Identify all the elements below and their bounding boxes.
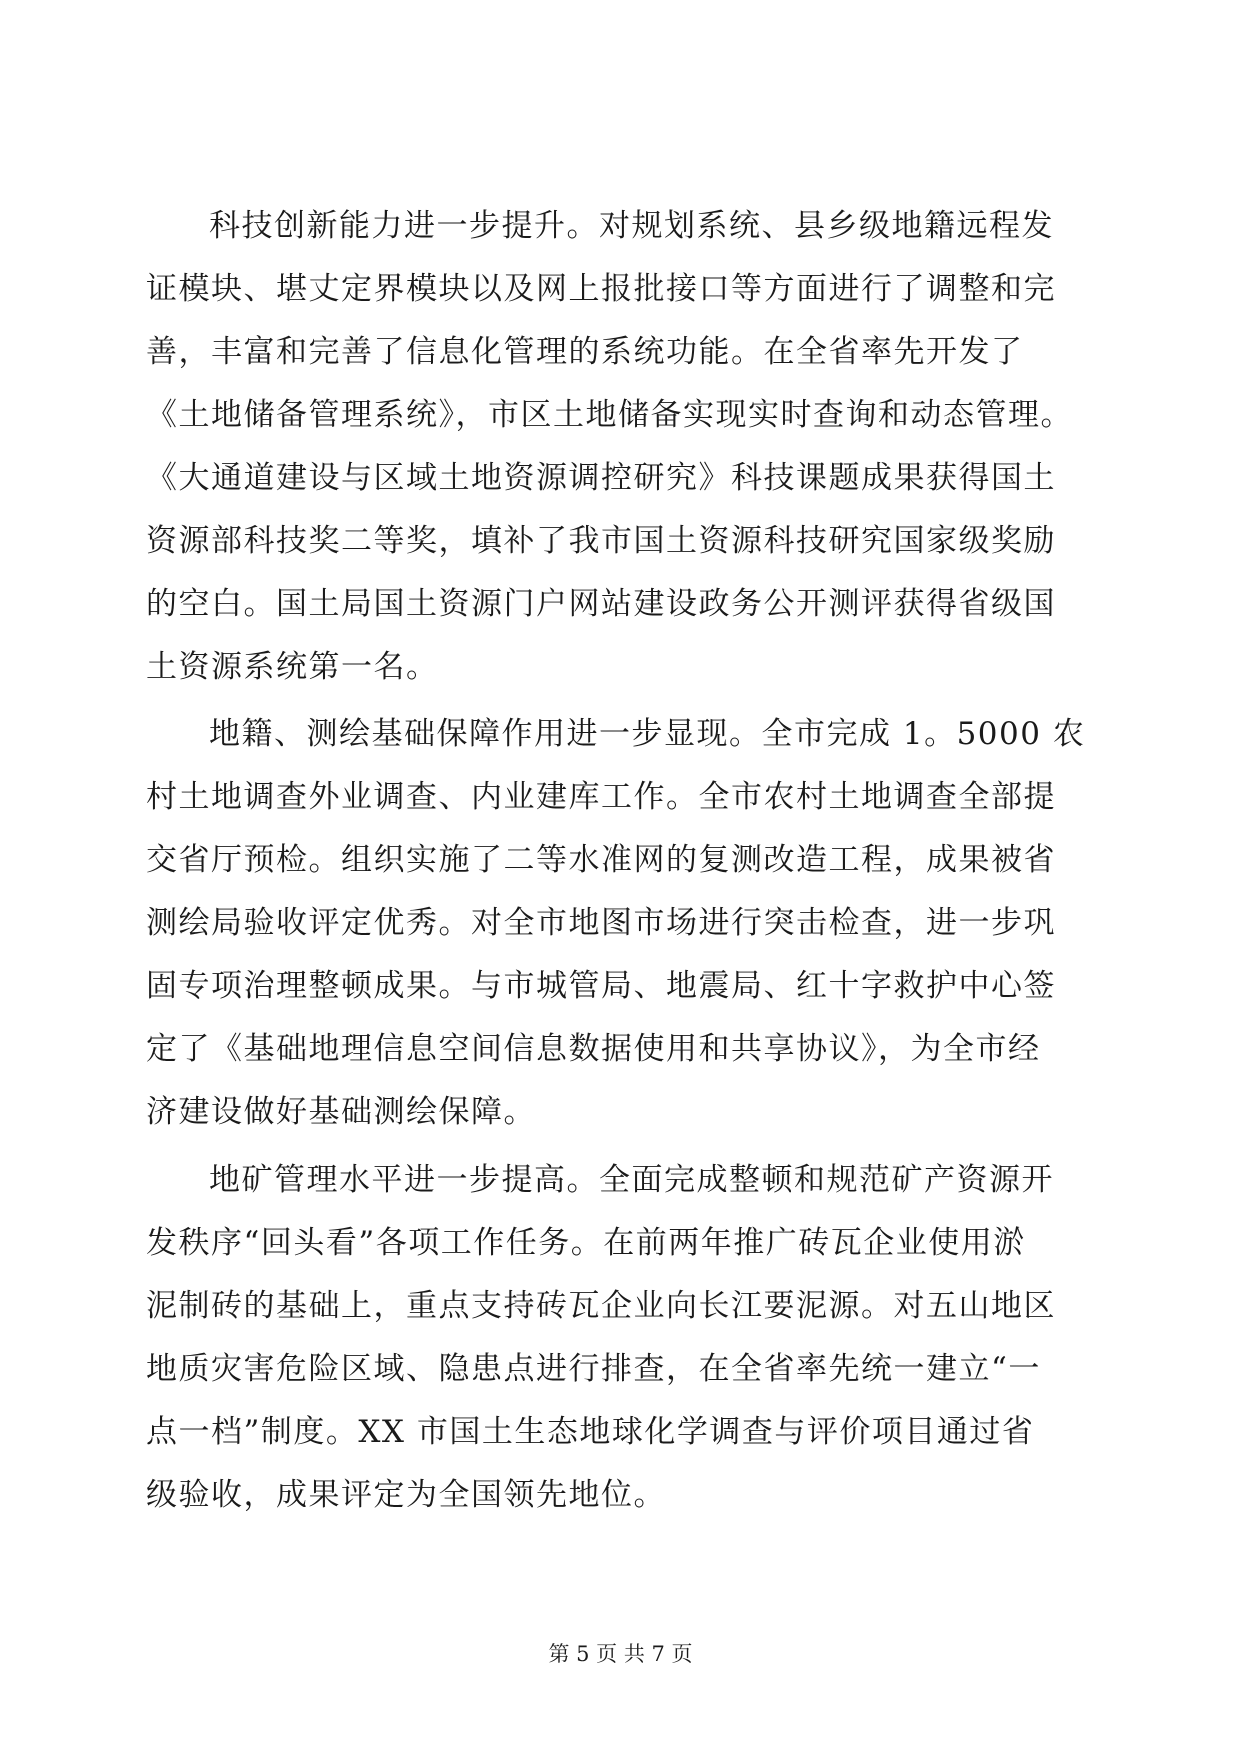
paragraph-1-line-8: 土资源系统第一名。 bbox=[146, 649, 439, 685]
paragraph-1-line-6: 资源部科技奖二等奖，填补了我市国土资源科技研究国家级奖励 bbox=[146, 523, 1056, 559]
paragraph-3-line-2: 发秩序“回头看”各项工作任务。在前两年推广砖瓦企业使用淤 bbox=[146, 1225, 1026, 1261]
paragraph-2-line-7: 济建设做好基础测绘保障。 bbox=[146, 1094, 536, 1130]
paragraph-2-line-5: 固专项治理整顿成果。与市城管局、地震局、红十字救护中心签 bbox=[146, 968, 1056, 1004]
paragraph-1-line-3: 善，丰富和完善了信息化管理的系统功能。在全省率先开发了 bbox=[146, 334, 1024, 370]
paragraph-2-line-1: 地籍、测绘基础保障作用进一步显现。全市完成 1。5000 农 bbox=[209, 716, 1086, 752]
paragraph-1-line-1: 科技创新能力进一步提升。对规划系统、县乡级地籍远程发 bbox=[209, 208, 1054, 244]
paragraph-2-line-6: 定了《基础地理信息空间信息数据使用和共享协议》，为全市经 bbox=[146, 1031, 1041, 1067]
paragraph-3-line-6: 级验收，成果评定为全国领先地位。 bbox=[146, 1477, 666, 1513]
page-number-footer: 第 5 页 共 7 页 bbox=[548, 1642, 693, 1666]
paragraph-1-line-2: 证模块、堪丈定界模块以及网上报批接口等方面进行了调整和完 bbox=[146, 271, 1056, 307]
paragraph-3-line-4: 地质灾害危险区域、隐患点进行排查，在全省率先统一建立“一 bbox=[146, 1351, 1041, 1387]
paragraph-2-line-3: 交省厅预检。组织实施了二等水准网的复测改造工程，成果被省 bbox=[146, 842, 1056, 878]
paragraph-2-line-4: 测绘局验收评定优秀。对全市地图市场进行突击检查，进一步巩 bbox=[146, 905, 1056, 941]
paragraph-3-line-3: 泥制砖的基础上，重点支持砖瓦企业向长江要泥源。对五山地区 bbox=[146, 1288, 1056, 1324]
paragraph-1-line-4: 《土地储备管理系统》，市区土地储备实现实时查询和动态管理。 bbox=[146, 397, 1073, 433]
paragraph-3-line-5: 点一档”制度。XX 市国土生态地球化学调查与评价项目通过省 bbox=[146, 1414, 1035, 1450]
paragraph-2-line-2: 村土地调查外业调查、内业建库工作。全市农村土地调查全部提 bbox=[146, 779, 1056, 815]
paragraph-3-line-1: 地矿管理水平进一步提高。全面完成整顿和规范矿产资源开 bbox=[209, 1162, 1054, 1198]
paragraph-1-line-5: 《大通道建设与区域土地资源调控研究》科技课题成果获得国土 bbox=[146, 460, 1056, 496]
paragraph-1-line-7: 的空白。国土局国土资源门户网站建设政务公开测评获得省级国 bbox=[146, 586, 1056, 622]
